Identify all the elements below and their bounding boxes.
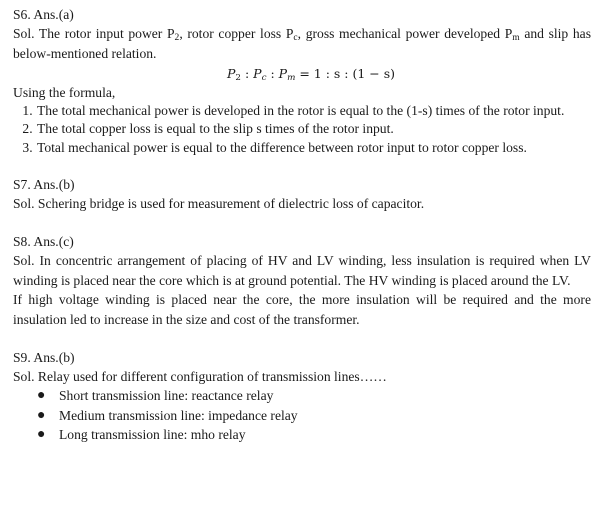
s6-heading: S6. Ans.(a) (13, 7, 74, 22)
list-item: ● Medium transmission line: impedance relay (59, 406, 591, 425)
solution-s6 (13, 5, 591, 157)
spacer (13, 157, 591, 175)
s7-solution-text: Sol. Schering bridge is used for measurement of dielectric loss of capacitor. (13, 196, 425, 212)
s9-bullet-list (13, 386, 591, 444)
bullet-icon: ● (37, 427, 46, 443)
s9-heading: S9. Ans.(b) (13, 350, 75, 366)
solution-s8 (13, 232, 591, 330)
s8-heading: S8. Ans.(c) (13, 233, 74, 249)
s6-solution-text: Sol. The rotor input power $P_2$, rotor copper loss $P_c$, gross mechanical power developed $P_m$ and slip has below-mentioned relation. (13, 26, 591, 61)
s6-formula: $P_2$ : $P_c$ : $P_m = 1$ : s : (1 − s) (226, 65, 396, 83)
spacer (13, 330, 591, 348)
bullet-icon: ● (37, 388, 46, 404)
list-item: 3. Total mechanical power is equal to the difference between rotor input to rotor copper loss. (36, 139, 591, 157)
list-item: 2. The total copper loss is equal to the slip s times of the rotor input. (36, 120, 591, 138)
solution-s9 (13, 348, 591, 445)
s8-paragraph-1: Sol. In concentric arrangement of placing of HV and LV winding, less insulation is required when LV winding is placed near the core which is at ground potential. The HV winding is placed around the LV. (13, 252, 591, 288)
s9-solution-text: Sol. Relay used for different configuration of transmission lines…… (13, 369, 387, 385)
list-item: ● Short transmission line: reactance relay (59, 386, 591, 405)
list-item: ● Long transmission line: mho relay (59, 425, 591, 444)
solutions-document (13, 5, 591, 445)
s8-paragraph-2: If high voltage winding is placed near the core, the more insulation will be required and the more insulation led to increase in the size and cost of the transformer. (13, 292, 591, 328)
s6-using-formula: Using the formula, (13, 84, 116, 100)
solution-s7 (13, 175, 591, 213)
list-item: 1. The total mechanical power is developed in the rotor is equal to the (1-s) times of the rotor input. (36, 102, 591, 120)
s6-numbered-list (13, 102, 591, 157)
s7-heading: S7. Ans.(b) (13, 177, 75, 193)
spacer (13, 214, 591, 232)
bullet-icon: ● (37, 407, 46, 423)
